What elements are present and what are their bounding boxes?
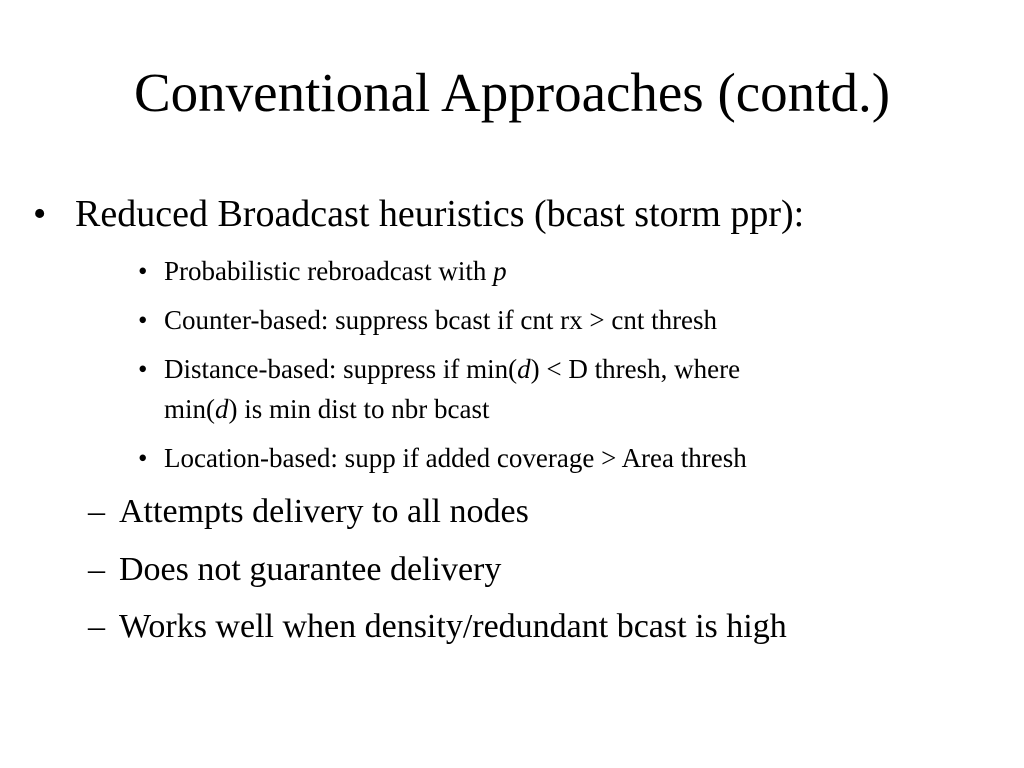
bullet-marker: • <box>138 305 148 335</box>
bullet-marker: • <box>138 354 148 384</box>
dash-marker: – <box>88 551 105 588</box>
bullet-marker: • <box>138 256 148 286</box>
variable-d: d <box>215 394 229 424</box>
sub-bullet-text: Probabilistic rebroadcast with p <box>164 256 507 286</box>
main-bullet-text: Reduced Broadcast heuristics (bcast storm ppr): <box>75 193 805 235</box>
sub-bullet-text: Counter-based: suppress bcast if cnt rx > cnt thresh <box>164 305 718 335</box>
dash-marker: – <box>88 608 105 645</box>
dash-item-text: Does not guarantee delivery <box>119 551 502 588</box>
bullet-marker: • <box>138 443 148 473</box>
dash-marker: – <box>88 493 105 530</box>
slide-title: Conventional Approaches (contd.) <box>133 62 891 123</box>
variable-d: d <box>517 354 531 384</box>
dash-item-text: Attempts delivery to all nodes <box>119 493 529 530</box>
variable-p: p <box>493 256 507 286</box>
sub-bullet-text: Distance-based: suppress if min(d) < D thresh, where min(d) is min dist to nbr bcast <box>164 354 741 424</box>
dash-item-text: Works well when density/redundant bcast is high <box>119 608 787 645</box>
sub-bullet-text: Location-based: supp if added coverage > Area thresh <box>164 443 747 473</box>
bullet-marker: • <box>33 193 47 235</box>
